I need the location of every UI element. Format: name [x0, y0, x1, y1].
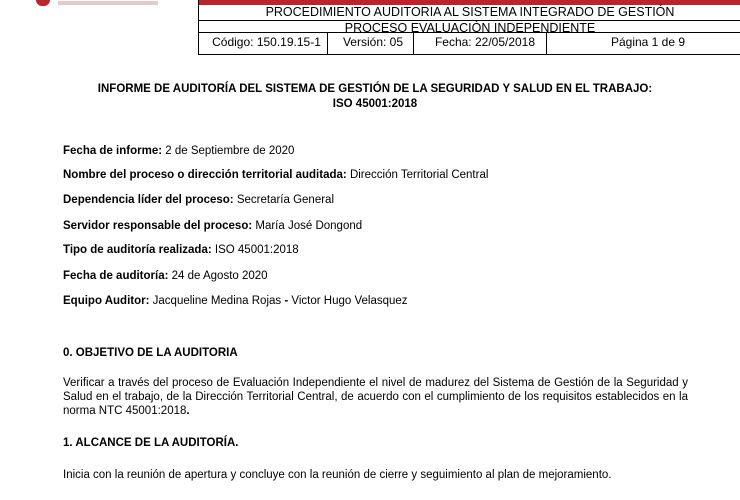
logo-mark-icon	[36, 0, 50, 6]
section-0-heading: 0. OBJETIVO DE LA AUDITORIA	[63, 347, 238, 359]
section-0-text: Verificar a través del proceso de Evaluación Independiente el nivel de madurez del Sistema de Gestión de la Seguridad y Salud en el trabajo, de la Dirección Territorial Central, de acuerdo con el cumplimiento de los requisitos establecidos en la norma NTC 45001:2018	[63, 377, 688, 417]
header-version: Versión: 05	[327, 33, 413, 54]
field-audit-team-label: Equipo Auditor:	[63, 295, 150, 307]
section-0-text-end: .	[186, 405, 190, 417]
field-audit-date-value: 24 de Agosto 2020	[171, 270, 268, 282]
field-responsible-servant	[63, 220, 362, 232]
field-audit-team-separator: -	[281, 295, 292, 307]
field-report-date-value: 2 de Septiembre de 2020	[165, 145, 295, 157]
report-title	[40, 82, 710, 112]
field-audited-process-value: Dirección Territorial Central	[349, 169, 489, 181]
report-title-line-2: ISO 45001:2018	[332, 98, 418, 110]
field-audit-type-label: Tipo de auditoría realizada:	[63, 244, 212, 256]
header-process-name: PROCESO EVALUACIÒN INDEPENDIENTE	[199, 20, 740, 33]
field-responsible-servant-label: Servidor responsable del proceso:	[63, 220, 253, 232]
field-audit-team-member-2: Victor Hugo Velasquez	[291, 295, 408, 307]
field-audited-process	[63, 169, 488, 181]
header-meta-row	[199, 33, 740, 54]
header-procedure-title: PROCEDIMIENTO AUDITORIA AL SISTEMA INTEGRADO DE GESTIÓN	[199, 5, 740, 21]
report-title-line-1: INFORME DE AUDITORÍA DEL SISTEMA DE GESTIÓN DE LA SEGURIDAD Y SALUD EN EL TRABAJO:	[97, 83, 653, 95]
field-audit-team-member-1: Jacqueline Medina Rojas	[152, 295, 282, 307]
field-lead-dependency-value: Secretaría General	[236, 194, 335, 206]
header-page-number: Página 1 de 9	[546, 33, 740, 54]
header-date: Fecha: 22/05/2018	[413, 33, 546, 54]
document-header-table	[198, 0, 740, 55]
section-1-heading: 1. ALCANCE DE LA AUDITORÍA.	[63, 437, 239, 449]
field-audit-type-value: ISO 45001:2018	[214, 244, 299, 256]
field-audit-date	[63, 270, 268, 282]
field-report-date	[63, 145, 294, 157]
field-lead-dependency-label: Dependencia líder del proceso:	[63, 194, 234, 206]
field-responsible-servant-value: María José Dongond	[255, 220, 363, 232]
section-1-paragraph: Inicia con la reunión de apertura y concluye con la reunión de cierre y seguimiento al plan de mejoramiento.	[63, 469, 612, 481]
field-audit-date-label: Fecha de auditoría:	[63, 270, 169, 282]
field-report-date-label: Fecha de informe:	[63, 145, 163, 157]
logo-text-graphic	[58, 1, 158, 5]
institution-logo	[36, 0, 166, 8]
header-code: Código: 150.19.15-1	[212, 35, 321, 49]
field-audit-type	[63, 244, 299, 256]
field-audit-team	[63, 295, 408, 307]
field-audited-process-label: Nombre del proceso o dirección territorial auditada:	[63, 169, 347, 181]
section-0-paragraph	[63, 376, 688, 418]
field-lead-dependency	[63, 194, 334, 206]
